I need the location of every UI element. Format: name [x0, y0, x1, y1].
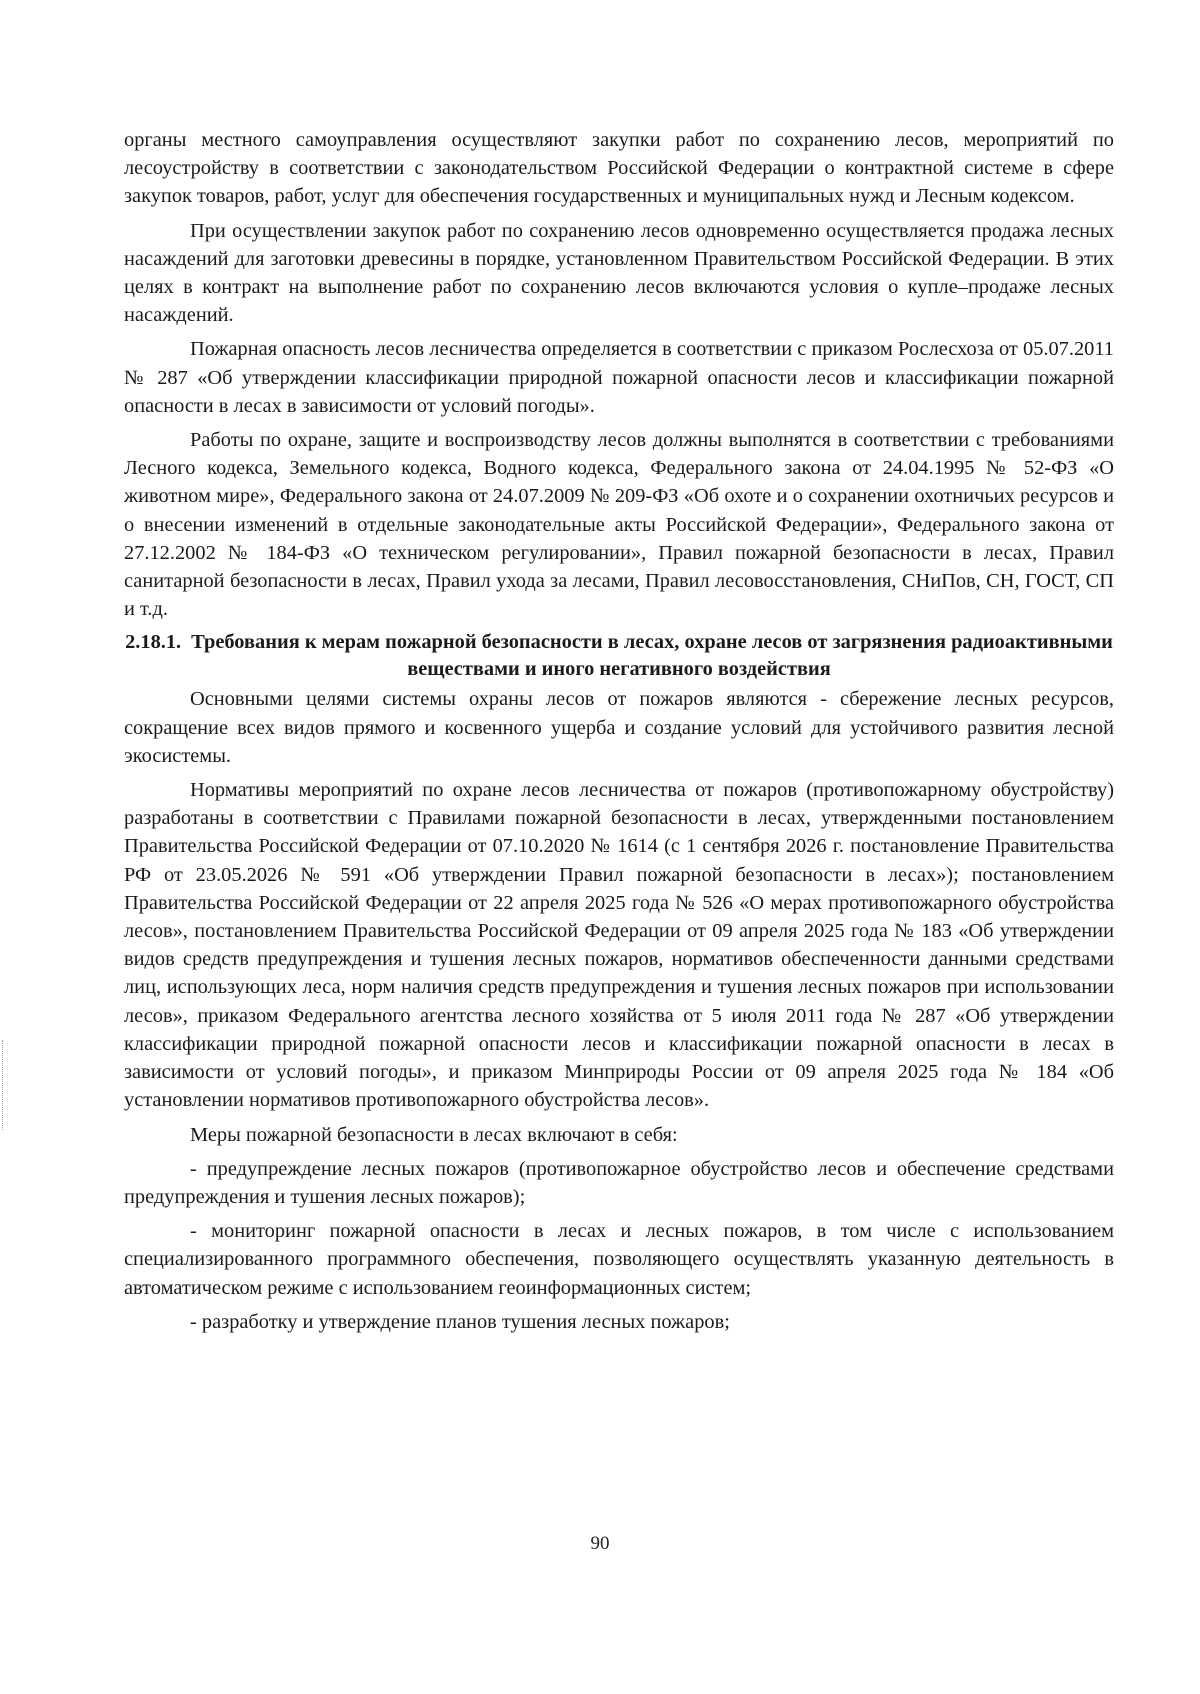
paragraph-norms: Нормативы мероприятий по охране лесов лесничества от пожаров (противопожарному обустройству) разработаны в соответствии с Правилами пожарной безопасности в лесах, утвержденными постановлением Правительства Российской Федерации от 07.10.2020 № 1614 (с 1 сентября 2026 г. постановление Правительства РФ от 23.05.2026 № 591 «Об утверждении Правил пожарной безопасности в лесах»); постановлением Правительства Российской Федерации от 22 апреля 2025 года № 526 «О мерах противопожарного обустройства лесов», постановлением Правительства Российской Федерации от 09 апреля 2025 года № 183 «Об утверждении видов средств предупреждения и тушения лесных пожаров, нормативов обеспеченности данными средствами лиц, использующих леса, норм наличия средств предупреждения и тушения лесных пожаров при использовании лесов», приказом Федерального агентства лесного хозяйства от 5 июля 2011 года № 287 «Об утверждении классификации природной пожарной опасности лесов и классификации пожарной опасности в лесах в зависимости от условий погоды», и приказом Минприроды России от 09 апреля 2025 года № 184 «Об установлении нормативов противопожарного обустройства лесов».: [124, 779, 1114, 1112]
paragraph-measures-intro: Меры пожарной безопасности в лесах включают в себя:: [190, 1123, 678, 1146]
list-item: - разработку и утверждение планов тушения лесных пожаров;: [190, 1310, 730, 1333]
paragraph-legal-requirements: Работы по охране, защите и воспроизводству лесов должны выполнятся в соответствии с требованиями Лесного кодекса, Земельного кодекса, Водного кодекса, Федерального закона от 24.04.1995 № 52-ФЗ «О животном мире», Федерального закона от 24.07.2009 № 209-ФЗ «Об охоте и о сохранении охотничьих ресурсов и о внесении изменений в отдельные законодательные акты Российской Федерации», Федерального закона от 27.12.2002 № 184-ФЗ «О техническом регулировании», Правил пожарной безопасности в лесах, Правил санитарной безопасности в лесах, Правил ухода за лесами, Правил лесовосстановления, СНиПов, СН, ГОСТ, СП и т.д.: [124, 429, 1114, 621]
paragraph-timber-sale: При осуществлении закупок работ по сохранению лесов одновременно осуществляется продажа лесных насаждений для заготовки древесины в порядке, установленном Правительством Российской Федерации. В этих целях в контракт на выполнение работ по сохранению лесов включаются условия о купле–продаже лесных насаждений.: [124, 219, 1114, 327]
section-number: 2.18.1.: [125, 631, 182, 654]
paragraph-procurement-bodies: органы местного самоуправления осуществляют закупки работ по сохранению лесов, мероприятий по лесоустройству в соответствии с законодательством Российской Федерации о контрактной системе в сфере закупок товаров, работ, услуг для обеспечения государственных и муниципальных нужд и Лесным кодексом.: [124, 129, 1114, 208]
list-item: - мониторинг пожарной опасности в лесах и лесных пожаров, в том числе с использованием специализированного программного обеспечения, позволяющего осуществлять указанную деятельность в автоматическом режиме с использованием геоинформационных систем;: [124, 1220, 1114, 1299]
list-item: - предупреждение лесных пожаров (противопожарное обустройство лесов и обеспечение средствами предупреждения и тушения лесных пожаров);: [124, 1157, 1114, 1208]
section-title: Требования к мерам пожарной безопасности в лесах, охране лесов от загрязнения радиоактивными веществами и иного негативного воздействия: [191, 631, 1113, 681]
page-number: 90: [590, 1533, 610, 1554]
scan-artifact: [2, 1040, 5, 1130]
paragraph-goals: Основными целями системы охраны лесов от пожаров являются - сбережение лесных ресурсов, сокращение всех видов прямого и косвенного ущерба и создание условий для устойчивого развития лесной экосистемы.: [124, 688, 1114, 767]
paragraph-fire-danger: Пожарная опасность лесов лесничества определяется в соответствии с приказом Рослесхоза от 05.07.2011 № 287 «Об утверждении классификации природной пожарной опасности лесов и классификации пожарной опасности в лесах в зависимости от условий погоды».: [124, 338, 1114, 417]
document-page: [124, 126, 1114, 1342]
section-heading: [124, 629, 1114, 683]
